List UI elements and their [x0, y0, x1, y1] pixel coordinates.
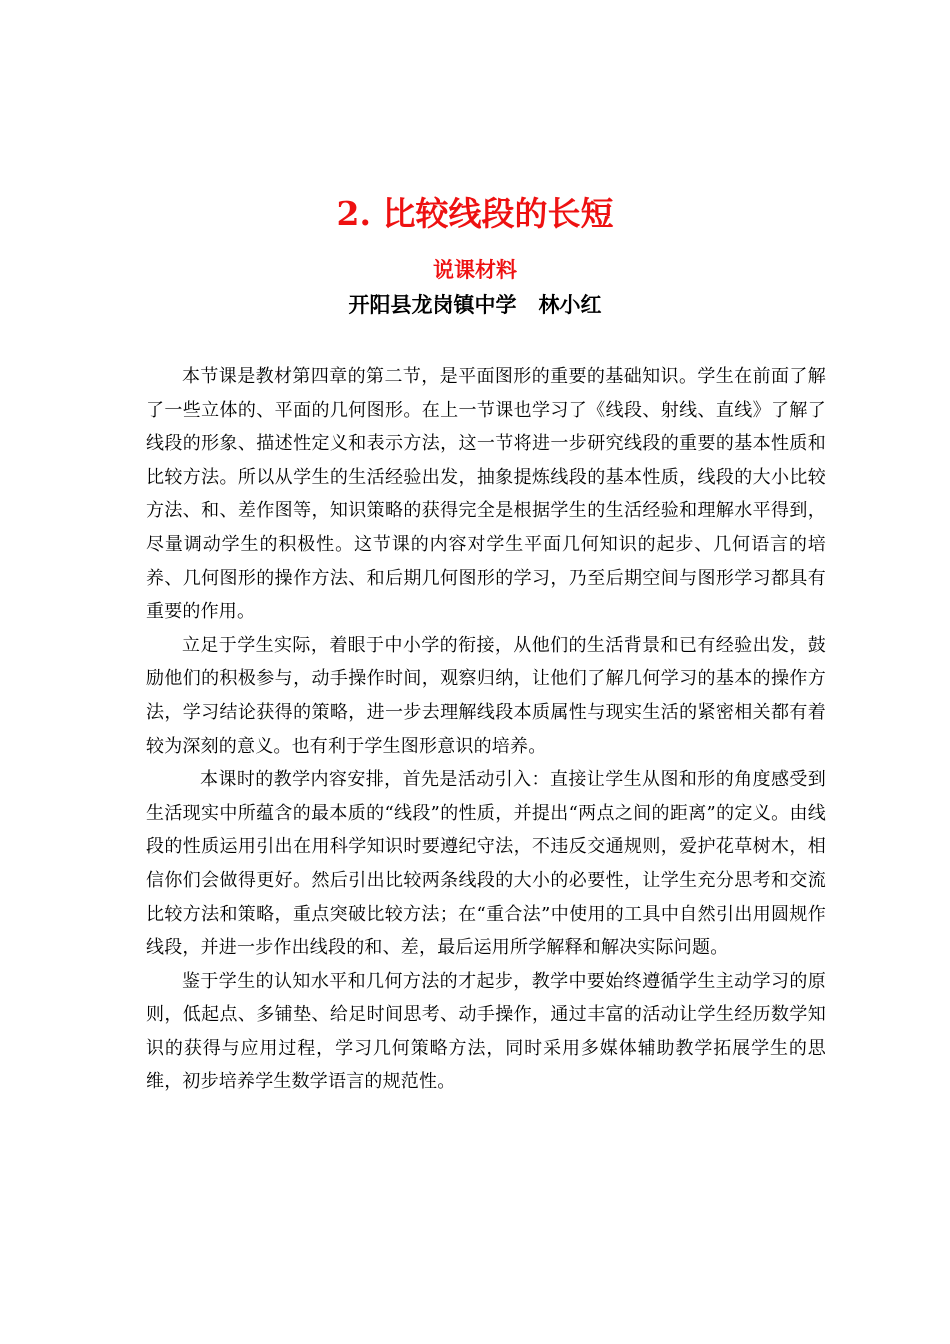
document-subtitle: 说课材料	[433, 257, 517, 282]
paragraph-3: 本课时的教学内容安排，首先是活动引入：直接让学生从图和形的角度感受到生活现实中所蕴含的最本质的“线段”的性质，并提出“两点之间的距离”的定义。由线段的性质运用引出在用科学知识时要遵纪守法，不违反交通规则，爱护花草树木，相信你们会做得更好。然后引出比较两条线段的大小的必要性，让学生充分思考和交流比较方法和策略，重点突破比较方法；在“重合法”中使用的工具中自然引出用圆规作线段，并进一步作出线段的和、差，最后运用所学解释和解决实际问题。	[146, 769, 826, 959]
paragraph-1: 本节课是教材第四章的第二节，是平面图形的重要的基础知识。学生在前面了解了一些立体的、平面的几何图形。在上一节课也学习了《线段、射线、直线》了解了线段的形象、描述性定义和表示方法，这一节将进一步研究线段的重要的基本性质和比较方法。所以从学生的生活经验出发，抽象提炼线段的基本性质，线段的大小比较方法、和、差作图等，知识策略的获得完全是根据学生的生活经验和理解水平得到，尽量调动学生的积极性。这节课的内容对学生平面几何知识的起步、几何语言的培养、几何图形的操作方法、和后期几何图形的学习，乃至后期空间与图形学习都具有重要的作用。	[146, 366, 826, 623]
paragraph-4: 鉴于学生的认知水平和几何方法的才起步，教学中要始终遵循学生主动学习的原则，低起点、多铺垫、给足时间思考、动手操作，通过丰富的活动让学生经历数学知识的获得与应用过程，学习几何策略方法，同时采用多媒体辅助教学拓展学生的思维，初步培养学生数学语言的规范性。	[146, 970, 826, 1093]
author-line: 开阳县龙岗镇中学 林小红	[348, 292, 602, 317]
document-title: 2. 比较线段的长短	[336, 194, 614, 233]
body-text	[146, 360, 826, 1099]
paragraph-2: 立足于学生实际，着眼于中小学的衔接，从他们的生活背景和已有经验出发，鼓励他们的积极参与，动手操作时间，观察归纳，让他们了解几何学习的基本的操作方法，学习结论获得的策略，进一步去理解线段本质属性与现实生活的紧密相关都有着较为深刻的意义。也有利于学生图形意识的培养。	[146, 634, 826, 757]
